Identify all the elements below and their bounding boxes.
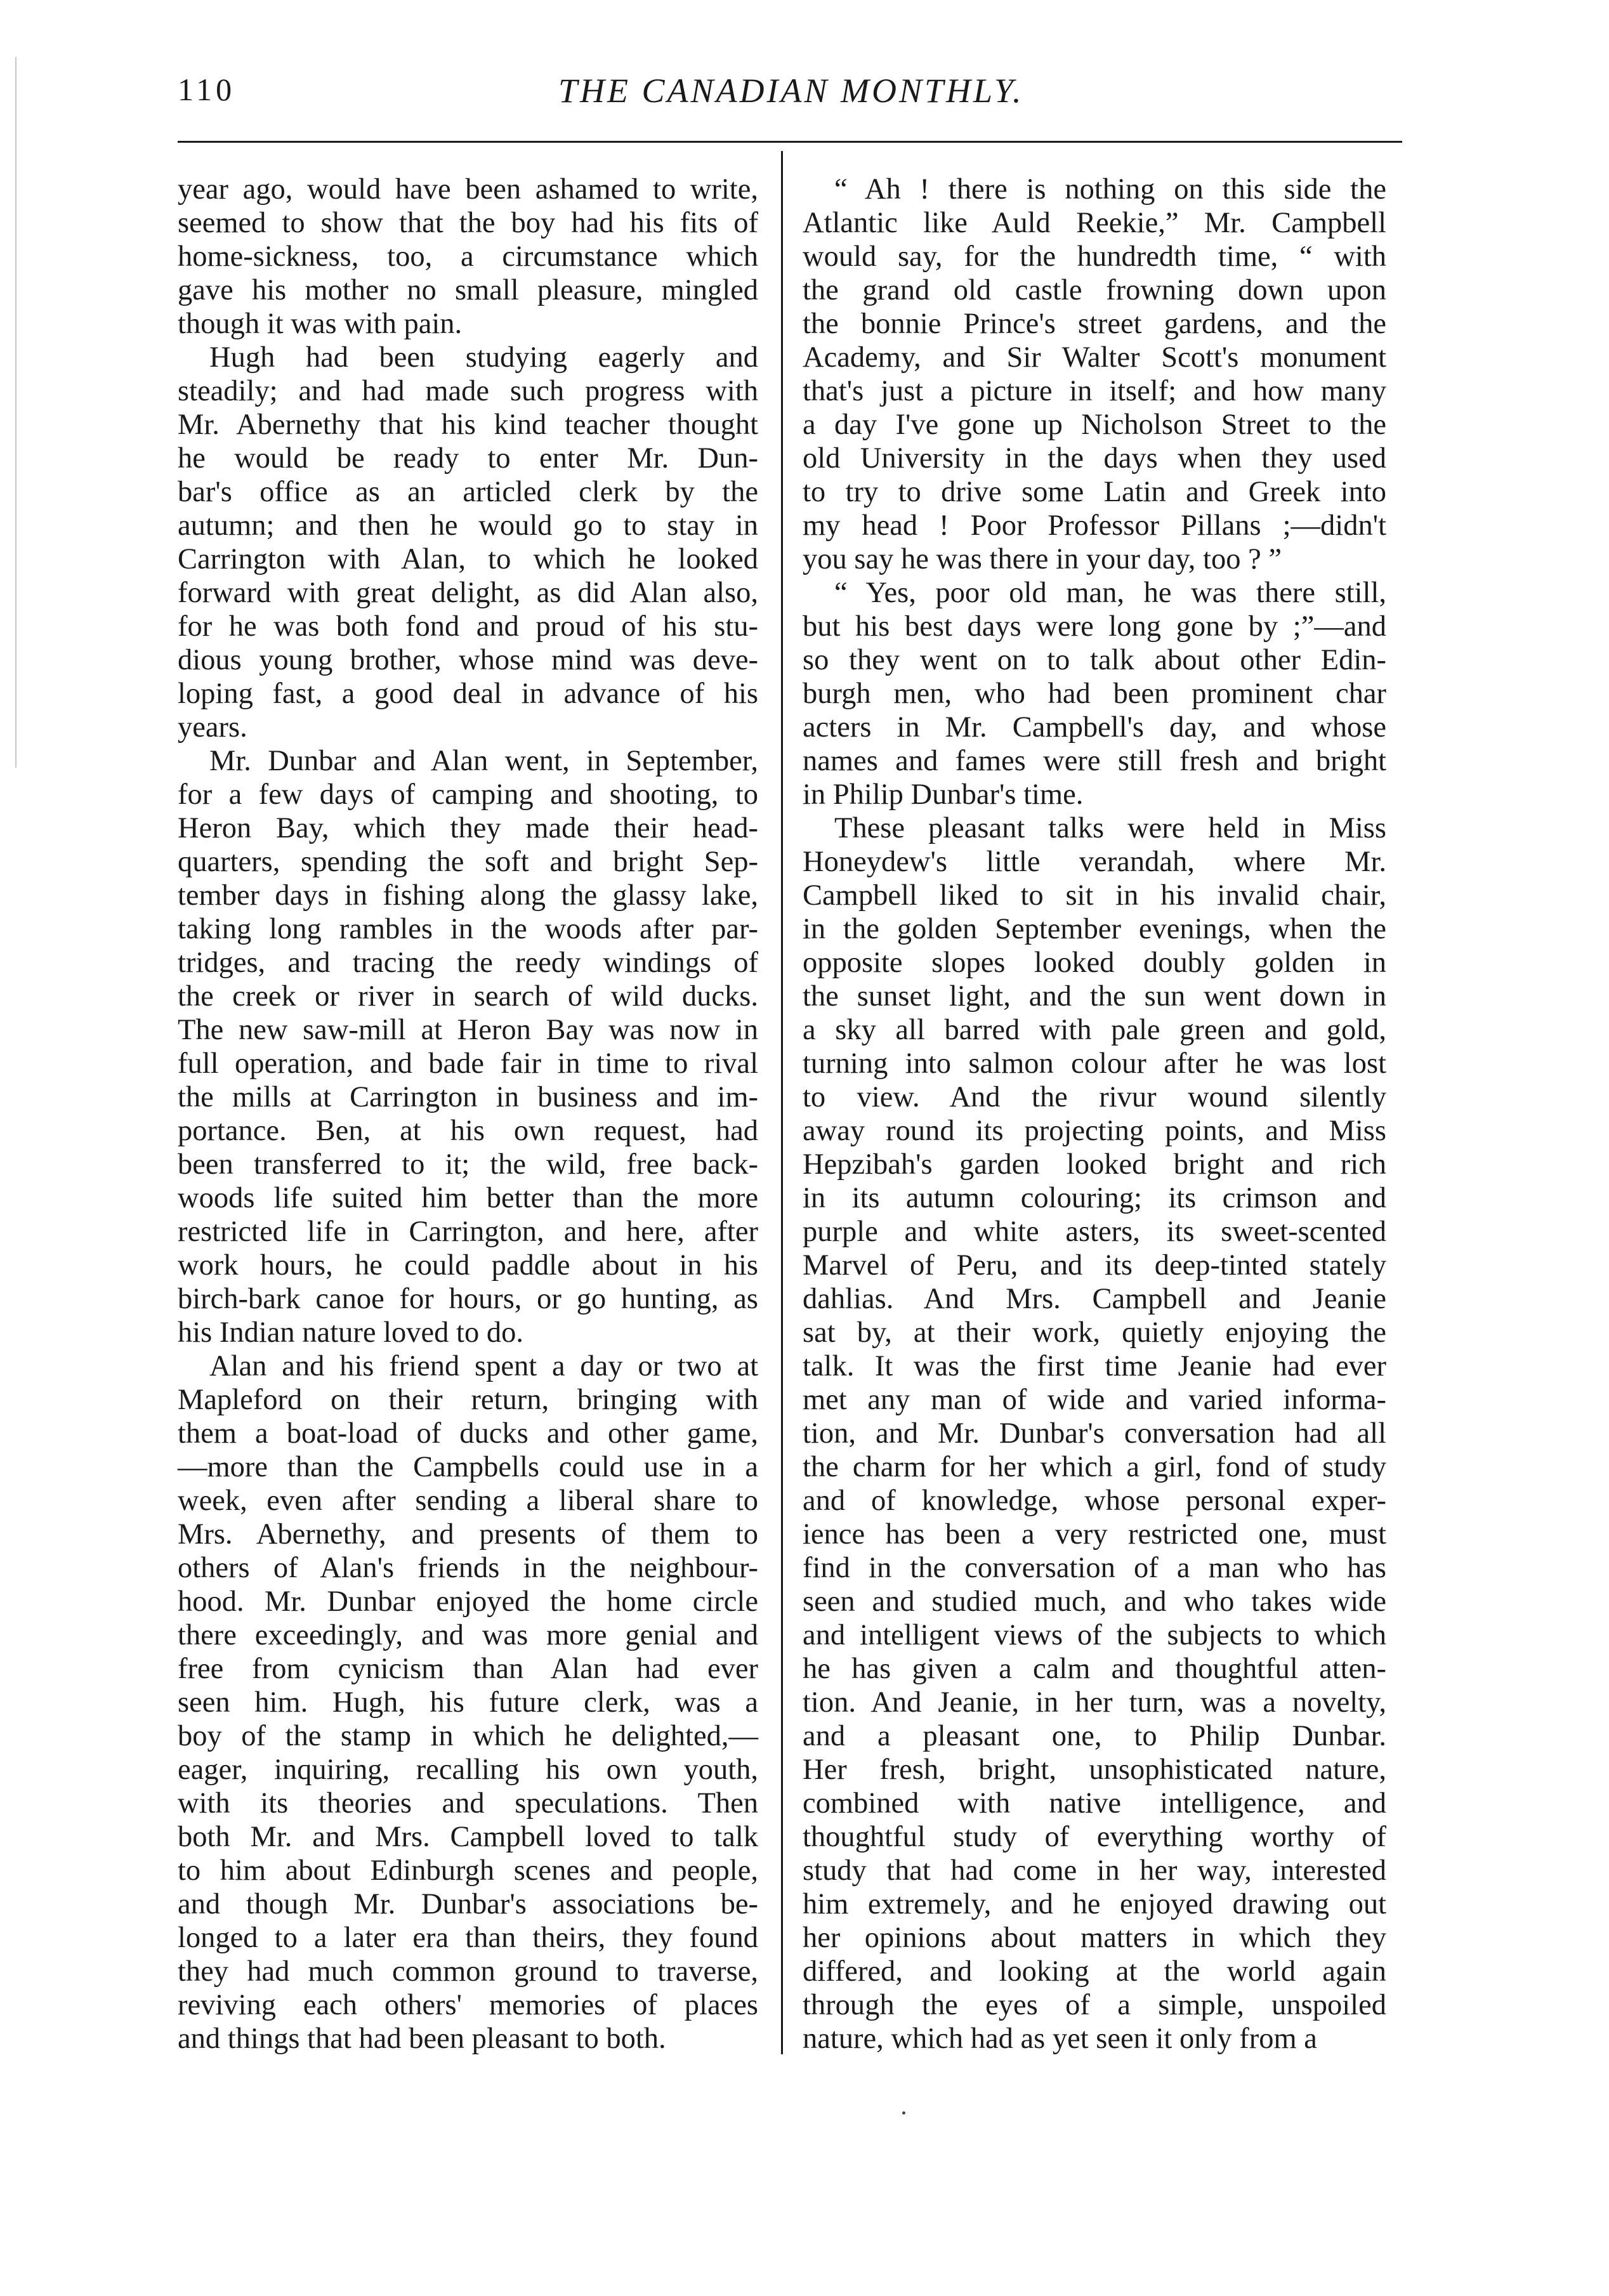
text-line: restricted life in Carrington, and here, after [178, 1216, 758, 1248]
text-line: Her fresh, bright, unsophisticated nature, [803, 1754, 1386, 1786]
header-rule [178, 141, 1402, 143]
text-line: Carrington with Alan, to which he looked [178, 543, 758, 575]
text-line: Mr. Abernethy that his kind teacher thought [178, 409, 758, 441]
text-line: bar's office as an articled clerk by the [178, 476, 758, 508]
text-line: with its theories and speculations. Then [178, 1787, 758, 1820]
text-line: thoughtful study of everything worthy of [803, 1821, 1386, 1853]
text-line: week, even after sending a liberal share to [178, 1485, 758, 1517]
text-line: taking long rambles in the woods after par- [178, 913, 758, 945]
text-line: woods life suited him better than the more [178, 1182, 758, 1214]
text-line: Hepzibah's garden looked bright and rich [803, 1148, 1386, 1181]
text-line: Academy, and Sir Walter Scott's monument [803, 341, 1386, 374]
text-line: portance. Ben, at his own request, had [178, 1115, 758, 1147]
text-line: tion. And Jeanie, in her turn, was a novelty, [803, 1686, 1386, 1719]
right-column [803, 173, 1386, 2056]
text-line: find in the conversation of a man who has [803, 1552, 1386, 1584]
text-line: The new saw-mill at Heron Bay was now in [178, 1014, 758, 1046]
text-line: names and fames were still fresh and bright [803, 745, 1386, 777]
text-line: forward with great delight, as did Alan also, [178, 577, 758, 609]
text-line: a day I've gone up Nicholson Street to the [803, 409, 1386, 441]
text-line: Campbell liked to sit in his invalid chair, [803, 879, 1386, 912]
text-line: her opinions about matters in which they [803, 1922, 1386, 1954]
text-line: in the golden September evenings, when the [803, 913, 1386, 945]
text-line: “ Yes, poor old man, he was there still, [834, 577, 1386, 609]
text-line: seemed to show that the boy had his fits of [178, 207, 758, 239]
text-line: eager, inquiring, recalling his own youth, [178, 1754, 758, 1786]
text-line: longed to a later era than theirs, they found [178, 1922, 758, 1954]
text-line: burgh men, who had been prominent char [803, 678, 1386, 710]
text-line: purple and white asters, its sweet-scented [803, 1216, 1386, 1248]
text-line: work hours, he could paddle about in his [178, 1249, 758, 1282]
text-line: Heron Bay, which they made their head- [178, 812, 758, 844]
text-line: tion, and Mr. Dunbar's conversation had all [803, 1417, 1386, 1450]
text-line: and things that had been pleasant to both. [178, 2023, 666, 2055]
text-line: the grand old castle frowning down upon [803, 274, 1386, 306]
text-line: through the eyes of a simple, unspoiled [803, 1989, 1386, 2021]
text-line: Atlantic like Auld Reekie,” Mr. Campbell [803, 207, 1386, 239]
text-line: you say he was there in your day, too ? ” [803, 543, 1282, 575]
text-line: acters in Mr. Campbell's day, and whose [803, 711, 1386, 744]
text-line: his Indian nature loved to do. [178, 1316, 523, 1349]
text-line: met any man of wide and varied informa- [803, 1384, 1386, 1416]
text-line: Mr. Dunbar and Alan went, in September, [209, 745, 758, 777]
text-line: opposite slopes looked doubly golden in [803, 947, 1386, 979]
text-line: and of knowledge, whose personal exper- [803, 1485, 1386, 1517]
text-line: “ Ah ! there is nothing on this side the [834, 173, 1386, 206]
text-line: tridges, and tracing the reedy windings of [178, 947, 758, 979]
text-line: Mapleford on their return, bringing with [178, 1384, 758, 1416]
text-line: Honeydew's little verandah, where Mr. [803, 846, 1386, 878]
text-line: Alan and his friend spent a day or two at [209, 1350, 758, 1382]
text-line: old University in the days when they used [803, 442, 1386, 475]
text-line: autumn; and then he would go to stay in [178, 509, 758, 542]
text-line: to him about Edinburgh scenes and people, [178, 1854, 758, 1887]
left-column [178, 173, 758, 2056]
text-line: gave his mother no small pleasure, mingled [178, 274, 758, 306]
text-line: home-sickness, too, a circumstance which [178, 240, 758, 273]
text-line: away round its projecting points, and Miss [803, 1115, 1386, 1147]
text-line: that's just a picture in itself; and how many [803, 375, 1386, 407]
text-line: for a few days of camping and shooting, to [178, 778, 758, 811]
text-line: differed, and looking at the world again [803, 1955, 1386, 1988]
text-line: he has given a calm and thoughtful atten- [803, 1653, 1386, 1685]
text-line: they had much common ground to traverse, [178, 1955, 758, 1988]
text-line: —more than the Campbells could use in a [178, 1451, 758, 1483]
running-title: THE CANADIAN MONTHLY. [558, 72, 1024, 110]
text-line: my head ! Poor Professor Pillans ;—didn't [803, 509, 1386, 542]
text-line: the charm for her which a girl, fond of study [803, 1451, 1386, 1483]
ink-speck [902, 2111, 905, 2115]
text-line: nature, which had as yet seen it only from a [803, 2023, 1317, 2055]
text-line: boy of the stamp in which he delighted,— [178, 1720, 758, 1752]
text-line: the creek or river in search of wild ducks. [178, 980, 758, 1013]
column-divider [781, 151, 783, 2054]
text-line: in its autumn colouring; its crimson and [803, 1182, 1386, 1214]
text-line: steadily; and had made such progress with [178, 375, 758, 407]
text-line: loping fast, a good deal in advance of his [178, 678, 758, 710]
text-line: year ago, would have been ashamed to write, [178, 173, 758, 206]
text-line: him extremely, and he enjoyed drawing out [803, 1888, 1386, 1920]
text-line: to try to drive some Latin and Greek into [803, 476, 1386, 508]
text-line: talk. It was the first time Jeanie had ever [803, 1350, 1386, 1382]
margin-scan-mark [15, 57, 16, 768]
text-line: dahlias. And Mrs. Campbell and Jeanie [803, 1283, 1386, 1315]
text-line: reviving each others' memories of places [178, 1989, 758, 2021]
text-line: Mrs. Abernethy, and presents of them to [178, 1518, 758, 1551]
text-line: been transferred to it; the wild, free back- [178, 1148, 758, 1181]
text-line: seen him. Hugh, his future clerk, was a [178, 1686, 758, 1719]
text-line: would say, for the hundredth time, “ with [803, 240, 1386, 273]
text-line: seen and studied much, and who takes wide [803, 1585, 1386, 1618]
text-line: quarters, spending the soft and bright Sep- [178, 846, 758, 878]
text-line: and a pleasant one, to Philip Dunbar. [803, 1720, 1386, 1752]
text-line: the sunset light, and the sun went down in [803, 980, 1386, 1013]
text-line: birch-bark canoe for hours, or go hunting, as [178, 1283, 758, 1315]
text-line: hood. Mr. Dunbar enjoyed the home circle [178, 1585, 758, 1618]
text-line: tember days in fishing along the glassy lake, [178, 879, 758, 912]
text-line: Hugh had been studying eagerly and [209, 341, 758, 374]
text-line: he would be ready to enter Mr. Dun- [178, 442, 758, 475]
text-line: the bonnie Prince's street gardens, and the [803, 308, 1386, 340]
text-line: free from cynicism than Alan had ever [178, 1653, 758, 1685]
text-line: ience has been a very restricted one, must [803, 1518, 1386, 1551]
text-line: Marvel of Peru, and its deep-tinted stately [803, 1249, 1386, 1282]
text-line: so they went on to talk about other Edin- [803, 644, 1386, 676]
text-line: a sky all barred with pale green and gold, [803, 1014, 1386, 1046]
text-line: them a boat-load of ducks and other game, [178, 1417, 758, 1450]
text-line: to view. And the rivur wound silently [803, 1081, 1386, 1113]
text-line: years. [178, 711, 247, 744]
text-line: sat by, at their work, quietly enjoying the [803, 1316, 1386, 1349]
text-line: but his best days were long gone by ;”—and [803, 610, 1386, 643]
text-line: in Philip Dunbar's time. [803, 778, 1084, 811]
text-line: there exceedingly, and was more genial and [178, 1619, 758, 1651]
text-line: the mills at Carrington in business and im- [178, 1081, 758, 1113]
text-line: for he was both fond and proud of his stu- [178, 610, 758, 643]
text-line: others of Alan's friends in the neighbour- [178, 1552, 758, 1584]
text-line: study that had come in her way, interested [803, 1854, 1386, 1887]
text-line: full operation, and bade fair in time to rival [178, 1047, 758, 1080]
text-line: These pleasant talks were held in Miss [834, 812, 1386, 844]
text-line: though it was with pain. [178, 308, 463, 340]
text-line: and though Mr. Dunbar's associations be- [178, 1888, 758, 1920]
page-number: 110 [178, 72, 236, 107]
text-line: turning into salmon colour after he was lost [803, 1047, 1386, 1080]
text-line: both Mr. and Mrs. Campbell loved to talk [178, 1821, 758, 1853]
text-line: and intelligent views of the subjects to which [803, 1619, 1386, 1651]
text-line: combined with native intelligence, and [803, 1787, 1386, 1820]
text-line: dious young brother, whose mind was deve- [178, 644, 758, 676]
